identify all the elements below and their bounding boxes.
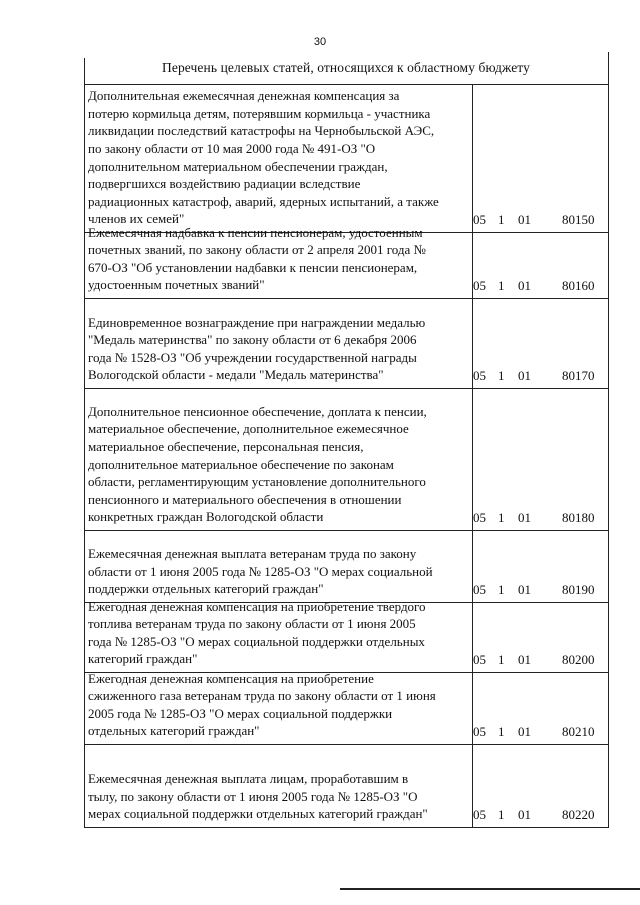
target-code: 80220: [562, 807, 595, 822]
table-row: [84, 85, 608, 232]
target-code: 80200: [562, 652, 595, 667]
row-description: Ежемесячная денежная выплата лицам, проработавшим в тылу, по закону области от 1 июня 2005 года № 1285-ОЗ "О мерах социальной поддержки отдельных категорий граждан": [88, 771, 428, 822]
row-description: Единовременное вознаграждение при награждении медалью "Медаль материнства" по закону области от 6 декабря 2006 года № 1528-ОЗ "Об учреждении государственной награды Вологодской области - медали "Медаль материнства": [88, 314, 426, 383]
row-description: Ежегодная денежная компенсация на приобретение твердого топлива ветеранам труда по закону области от 1 июня 2005 года № 1285-ОЗ "О мерах социальной поддержки отдельных категорий граждан": [88, 598, 426, 667]
section-code: 05: [473, 212, 486, 227]
subgroup-code: 01: [518, 652, 531, 667]
subgroup-code: 01: [518, 724, 531, 739]
target-code: 80190: [562, 582, 595, 597]
group-code: 1: [498, 368, 505, 383]
section-code: 05: [473, 278, 486, 293]
subgroup-code: 01: [518, 278, 531, 293]
section-code: 05: [473, 652, 486, 667]
section-code: 05: [473, 724, 486, 739]
table-right-border: [608, 52, 609, 828]
target-code: 80180: [562, 510, 595, 525]
group-code: 1: [498, 724, 505, 739]
table-row: [84, 670, 608, 744]
row-description: Ежегодная денежная компенсация на приобретение сжиженного газа ветеранам труда по закону области от 1 июня 2005 года № 1285-ОЗ "О мерах социальной поддержки отдельных категорий граждан": [88, 670, 436, 739]
row-description: Ежемесячная надбавка к пенсии пенсионерам, удостоенным почетных званий, по закону области от 2 апреля 2001 года № 670-ОЗ "Об установлении надбавки к пенсии пенсионерам, удостоенным почетных званий": [88, 224, 426, 293]
table-row: [84, 745, 608, 827]
row-description: Ежемесячная денежная выплата ветеранам труда по закону области от 1 июня 2005 года № 1285-ОЗ "О мерах социальной поддержки отдельных категорий граждан": [88, 546, 433, 597]
table-title: Перечень целевых статей, относящихся к областному бюджету: [162, 60, 530, 75]
table-row: [84, 598, 608, 672]
subgroup-code: 01: [518, 582, 531, 597]
group-code: 1: [498, 807, 505, 822]
subgroup-code: 01: [518, 807, 531, 822]
section-code: 05: [473, 368, 486, 383]
group-code: 1: [498, 278, 505, 293]
group-code: 1: [498, 212, 505, 227]
group-code: 1: [498, 510, 505, 525]
target-code: 80210: [562, 724, 595, 739]
target-code: 80150: [562, 212, 595, 227]
row-description: Дополнительная ежемесячная денежная компенсация за потерю кормильца детям, потерявшим кормильца - участника ликвидации последствий катастрофы на Чернобыльской АЭС, по закону области от 10 мая 2000 года № 491-ОЗ "О дополнительном материальном обеспечении граждан, подвергшихся воздействию радиации вследствие радиационных катастроф, аварий, ядерных испытаний, а также членов их семей": [88, 88, 439, 227]
table-bottom-border: [84, 827, 608, 828]
row-description: Дополнительное пенсионное обеспечение, доплата к пенсии, материальное обеспечение, дополнительное ежемесячное материальное обеспечение, персональная пенсия, дополнительное материальное обеспечение по законам области, регламентирующим установление дополнительного пенсионного и материального обеспечения в отношении конкретных граждан Вологодской области: [88, 403, 427, 525]
subgroup-code: 01: [518, 510, 531, 525]
section-code: 05: [473, 510, 486, 525]
table-row: [84, 531, 608, 602]
section-code: 05: [473, 807, 486, 822]
group-code: 1: [498, 652, 505, 667]
page-number: 30: [313, 36, 327, 48]
target-code: 80170: [562, 368, 595, 383]
target-code: 80160: [562, 278, 595, 293]
table-row: [84, 224, 608, 298]
table-row: [84, 389, 608, 530]
subgroup-code: 01: [518, 212, 531, 227]
subgroup-code: 01: [518, 368, 531, 383]
table-row: [84, 299, 608, 388]
section-code: 05: [473, 582, 486, 597]
group-code: 1: [498, 582, 505, 597]
page-footer-rule: [340, 888, 640, 890]
